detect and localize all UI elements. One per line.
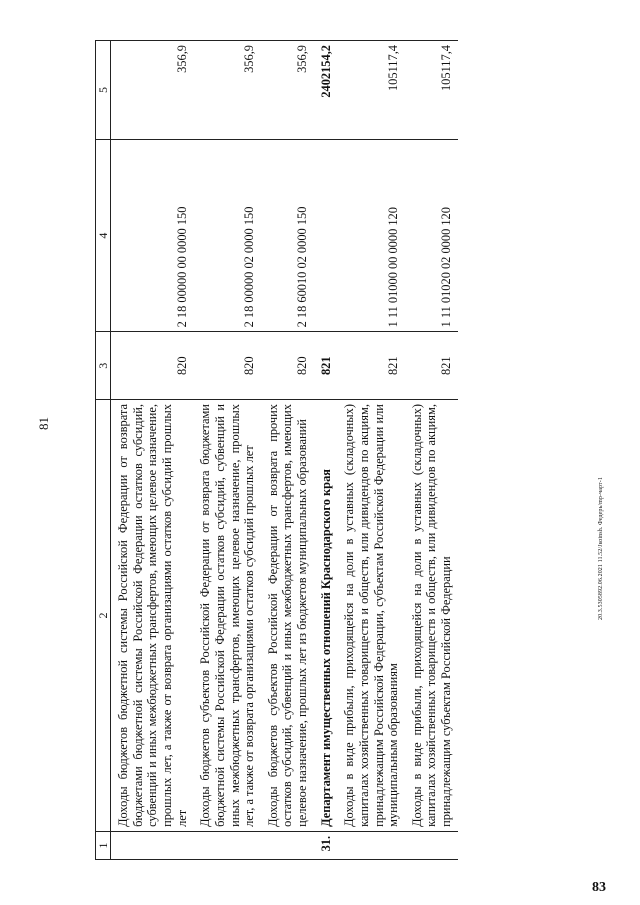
- amount: 356,9: [193, 41, 261, 140]
- income-name: Доходы в виде прибыли, приходящейся на доли в уставных (складочных) капиталах хозяйственных товариществ и обществ, или дивидендов по акциям, принадлежащим Российской Федерации, субъектам Российской Федерации или муниципальным образованиям: [337, 400, 405, 832]
- admin-code: 820: [193, 332, 261, 400]
- column-header-3: 3: [96, 332, 111, 400]
- admin-code: 820: [261, 332, 314, 400]
- row-number: [405, 831, 458, 859]
- income-name: Доходы бюджетов субъектов Российской Федерации от возврата прочих остатков субсидий, субвенций и иных межбюджетных трансфертов, имеющих целевое назначение, прошлых лет из бюджетов муниципальных образований: [261, 400, 314, 832]
- admin-code: 821: [314, 332, 338, 400]
- amount: 356,9: [111, 41, 194, 140]
- table-row: [261, 41, 314, 860]
- row-number: [337, 831, 405, 859]
- admin-code: 821: [405, 332, 458, 400]
- column-header-5: 5: [96, 41, 111, 140]
- column-header-2: 2: [96, 400, 111, 832]
- admin-code: 821: [337, 332, 405, 400]
- budget-classification-code: 2 18 00000 00 0000 150: [111, 139, 194, 332]
- budget-classification-code: 1 11 01020 02 0000 120: [405, 139, 458, 332]
- page-number-top: 81: [36, 417, 51, 430]
- amount: 105117,4: [405, 41, 458, 140]
- table-row: [193, 41, 261, 860]
- table-row: [111, 41, 194, 860]
- document-stamp: 20.3.5305892.06.2021 11.52/Jкоinsh. Федерь/mp-чарт-1: [598, 477, 604, 620]
- page-number-bottom: 83: [592, 880, 606, 895]
- rotated-table-region: [95, 40, 600, 860]
- income-name: Доходы в виде прибыли, приходящейся на доли в уставных (складочных) капиталах хозяйственных товариществ и обществ, или дивидендов по акциям, принадлежащим субъектам Российской Федерации: [405, 400, 458, 832]
- table-header-row: [96, 41, 111, 860]
- department-name: Департамент имущественных отношений Краснодарского края: [314, 400, 338, 832]
- budget-table: [95, 40, 458, 860]
- row-number: [193, 831, 261, 859]
- amount: 2402154,2: [314, 41, 338, 140]
- column-header-4: 4: [96, 139, 111, 332]
- budget-classification-code: 2 18 60010 02 0000 150: [261, 139, 314, 332]
- amount: 356,9: [261, 41, 314, 140]
- budget-classification-code: 2 18 00000 02 0000 150: [193, 139, 261, 332]
- amount: 105117,4: [337, 41, 405, 140]
- income-name: Доходы бюджетов субъектов Российской Федерации от возврата бюджетами бюджетной системы Российской Федерации остатков субсидий, субвенций и иных межбюджетных трансфертов, имеющих целевое назначение, прошлых лет, а также от возврата организациями остатков субсидий прошлых лет: [193, 400, 261, 832]
- budget-classification-code: [314, 139, 338, 332]
- row-number: 31.: [314, 831, 338, 859]
- table-row-department: [314, 41, 338, 860]
- income-name: Доходы бюджетов бюджетной системы Российской Федерации от возврата бюджетами бюджетной системы Российской Федерации остатков субсидий, субвенций и иных межбюджетных трансфертов, имеющих целевое назначение, прошлых лет, а также от возврата организациями остатков субсидий прошлых лет: [111, 400, 194, 832]
- budget-classification-code: 1 11 01000 00 0000 120: [337, 139, 405, 332]
- row-number: [261, 831, 314, 859]
- column-header-1: 1: [96, 831, 111, 859]
- admin-code: 820: [111, 332, 194, 400]
- table-row: [405, 41, 458, 860]
- row-number: [111, 831, 194, 859]
- table-row: [337, 41, 405, 860]
